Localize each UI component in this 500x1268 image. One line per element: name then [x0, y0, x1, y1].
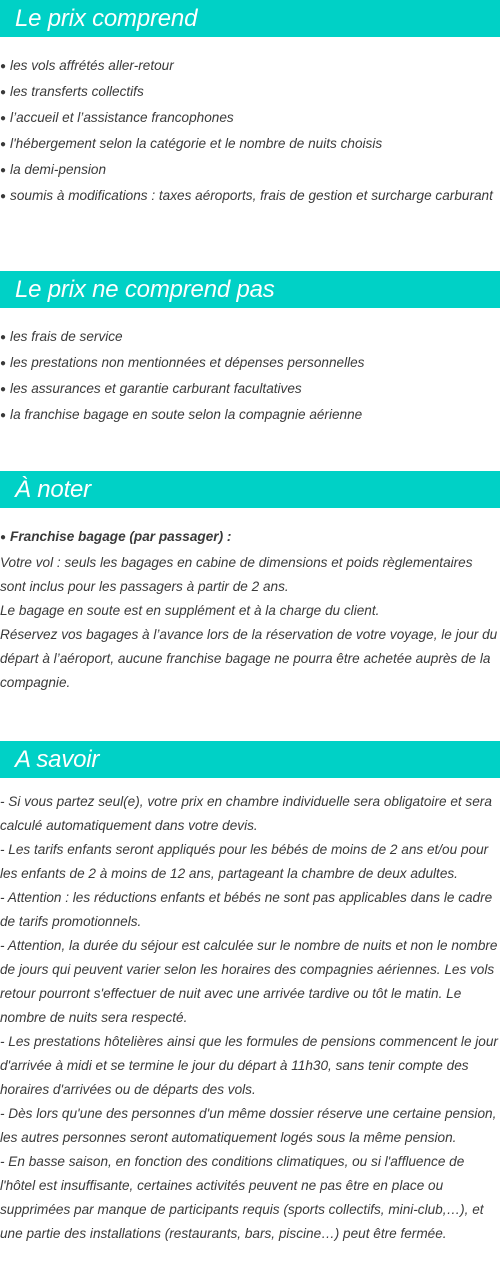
list-item: ● la franchise bagage en soute selon la compagnie aérienne	[0, 403, 498, 429]
excluded-list	[0, 325, 500, 429]
info-line: - Les prestations hôtelières ainsi que les formules de pensions commencent le jour d'arrivée à midi et se termine le jour du départ à 11h30, sans tenir compte des horaires d'arrivées ou de départs des vols.	[0, 1034, 498, 1097]
section-prix-comprend	[0, 0, 500, 210]
list-item: ● les frais de service	[0, 325, 498, 351]
section-a-noter	[0, 471, 500, 695]
note-line: Le bagage en soute est en supplément et à la charge du client.	[0, 603, 380, 618]
info-line: - Si vous partez seul(e), votre prix en chambre individuelle sera obligatoire et sera calculé automatiquement dans votre devis.	[0, 794, 492, 833]
section-header: Le prix comprend	[0, 0, 500, 37]
info-line: - Les tarifs enfants seront appliqués pour les bébés de moins de 2 ans et/ou pour les enfants de 2 à moins de 12 ans, partageant la chambre de deux adultes.	[0, 842, 489, 881]
note-line: Votre vol : seuls les bagages en cabine de dimensions et poids règlementaires sont inclus pour les passagers à partir de 2 ans.	[0, 555, 473, 594]
note-line: Réservez vos bagages à l’avance lors de la réservation de votre voyage, le jour du départ à l’aéroport, aucune franchise bagage ne pourra être achetée auprès de la compagnie.	[0, 627, 498, 690]
info-line: - Dès lors qu'une des personnes d'un même dossier réserve une certaine pension, les autres personnes seront automatiquement logés sous la même pension.	[0, 1106, 497, 1145]
info-line: - Attention, la durée du séjour est calculée sur le nombre de nuits et non le nombre de jours qui peuvent varier selon les horaires des compagnies aériennes. Les vols retour pourront s'effectuer de nuit avec une arrivée tardive ou tôt le matin. Le nombre de nuits sera respecté.	[0, 938, 498, 1025]
info-line: - En basse saison, en fonction des conditions climatiques, ou si l'affluence de l'hôtel est insuffisante, certaines activités peuvent ne pas être en place ou supprimées par manque de participants requis (sports collectifs, mini-club,…), et une partie des installations (restaurants, bars, piscine…) peut être fermée.	[0, 1154, 484, 1241]
list-item: ● les vols affrétés aller-retour	[0, 54, 498, 80]
section-a-savoir	[0, 741, 500, 1246]
list-item: ● les transferts collectifs	[0, 80, 498, 106]
section-prix-ne-comprend-pas	[0, 271, 500, 429]
info-line: - Attention : les réductions enfants et bébés ne sont pas applicables dans le cadre de tarifs promotionnels.	[0, 890, 493, 929]
list-item: ● les assurances et garantie carburant facultatives	[0, 377, 498, 403]
list-item: ● soumis à modifications : taxes aéroports, frais de gestion et surcharge carburant	[0, 184, 498, 210]
included-list	[0, 54, 500, 210]
section-header: Le prix ne comprend pas	[0, 271, 500, 308]
list-item: ● l'hébergement selon la catégorie et le nombre de nuits choisis	[0, 132, 498, 158]
info-block	[0, 790, 500, 1246]
section-header: A savoir	[0, 741, 500, 778]
list-item: ● l’accueil et l’assistance francophones	[0, 106, 498, 132]
section-header: À noter	[0, 471, 500, 508]
list-item: ● les prestations non mentionnées et dépenses personnelles	[0, 351, 498, 377]
notes-heading: ● Franchise bagage (par passager) :	[0, 525, 498, 551]
notes-block	[0, 525, 500, 695]
list-item: ● la demi-pension	[0, 158, 498, 184]
